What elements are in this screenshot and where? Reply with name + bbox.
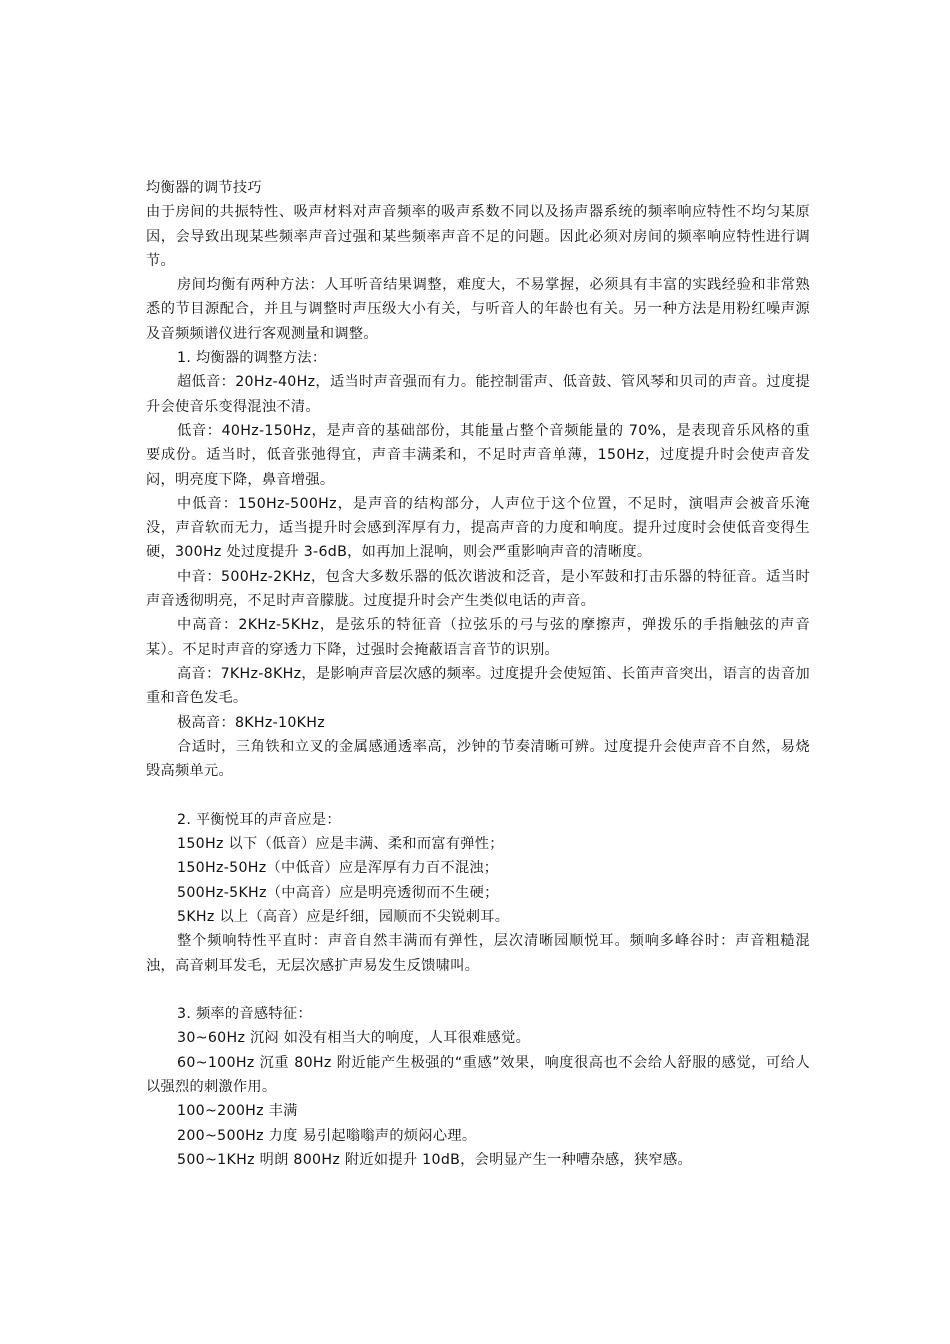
band-ultra-high-note: 合适时，三角铁和立叉的金属感通透率高，沙钟的节奏清晰可辨。过度提升会使声音不自然，易烧毁高频单元。 xyxy=(146,738,810,780)
frequency-item: 200~500Hz 力度 易引起嗡嗡声的烦闷心理。 xyxy=(177,1127,477,1144)
band-low-mid: 中低音：150Hz-500Hz，是声音的结构部分，人声位于这个位置，不足时，演唱声会被音乐淹没，声音软而无力，适当提升时会感到浑厚有力，提高声音的力度和响度。提升过度时会使低音变得生硬，300Hz 处过度提升 3-6dB，如再加上混响，则会严重影响声音的清晰度。 xyxy=(146,495,810,561)
band-mid: 中音：500Hz-2KHz，包含大多数乐器的低次谐波和泛音，是小军鼓和打击乐器的特征音。适当时声音透彻明亮，不足时声音朦胧。过度提升时会产生类似电话的声音。 xyxy=(146,568,810,610)
intro-paragraph: 由于房间的共振特性、吸声材料对声音频率的吸声系数不同以及扬声器系统的频率响应特性不均匀某原因，会导致出现某些频率声音过强和某些频率声音不足的问题。因此必须对房间的频率响应特性进行调节。 xyxy=(146,204,810,269)
balance-item: 500Hz-5KHz（中高音）应是明亮透彻而不生硬； xyxy=(177,884,499,901)
band-sub-bass: 超低音：20Hz-40Hz，适当时声音强而有力。能控制雷声、低音鼓、管风琴和贝司的声音。过度提升会使音乐变得混浊不清。 xyxy=(146,374,810,415)
spacer xyxy=(146,978,810,1002)
balance-item: 150Hz-50Hz（中低音）应是浑厚有力百不混浊； xyxy=(177,860,499,877)
frequency-item: 500~1KHz 明朗 800Hz 附近如提升 10dB，会明显产生一种嘈杂感，狭窄感。 xyxy=(177,1151,692,1168)
frequency-item: 30~60Hz 沉闷 如没有相当大的响度，人耳很难感觉。 xyxy=(177,1030,531,1047)
balance-item: 5KHz 以上（高音）应是纤细，园顺而不尖锐刺耳。 xyxy=(177,908,510,925)
document-title: 均衡器的调节技巧 xyxy=(146,180,262,196)
balance-summary: 整个频响特性平直时：声音自然丰满而有弹性，层次清晰园顺悦耳。频响多峰谷时：声音粗糙混浊，高音刺耳发毛，无层次感扩声易发生反馈啸叫。 xyxy=(146,933,810,974)
section2-heading: 2. 平衡悦耳的声音应是： xyxy=(177,811,341,828)
spacer xyxy=(146,783,810,807)
section3-heading: 3. 频率的音感特征： xyxy=(177,1006,312,1023)
document-body xyxy=(146,176,810,1172)
band-ultra-high: 极高音：8KHz-10KHz xyxy=(177,714,325,731)
methods-paragraph: 房间均衡有两种方法：人耳听音结果调整，难度大，不易掌握，必须具有丰富的实践经验和非常熟悉的节目源配合，并且与调整时声压级大小有关，与听音人的年龄也有关。另一种方法是用粉红噪声源及音频频谱仪进行客观测量和调整。 xyxy=(146,277,810,342)
band-treble: 高音：7KHz-8KHz，是影响声音层次感的频率。过度提升会使短笛、长笛声音突出，语言的齿音加重和音色发毛。 xyxy=(146,665,810,707)
frequency-item: 100~200Hz 丰满 xyxy=(177,1103,298,1120)
balance-item: 150Hz 以下（低音）应是丰满、柔和而富有弹性； xyxy=(177,836,504,853)
band-high-mid: 中高音：2KHz-5KHz，是弦乐的特征音（拉弦乐的弓与弦的摩擦声，弹拨乐的手指触弦的声音某）。不足时声音的穿透力下降，过强时会掩蔽语言音节的识别。 xyxy=(146,617,810,658)
frequency-item: 60~100Hz 沉重 80Hz 附近能产生极强的“重感”效果，响度很高也不会给人舒服的感觉，可给人以强烈的刺激作用。 xyxy=(146,1054,810,1095)
section1-heading: 1. 均衡器的调整方法： xyxy=(177,350,327,367)
band-bass: 低音：40Hz-150Hz，是声音的基础部份，其能量占整个音频能量的 70%，是表现音乐风格的重要成份。适当时，低音张弛得宜，声音丰满柔和，不足时声音单薄，150Hz，过度提升时会使声音发闷，明亮度下降，鼻音增强。 xyxy=(146,422,810,488)
